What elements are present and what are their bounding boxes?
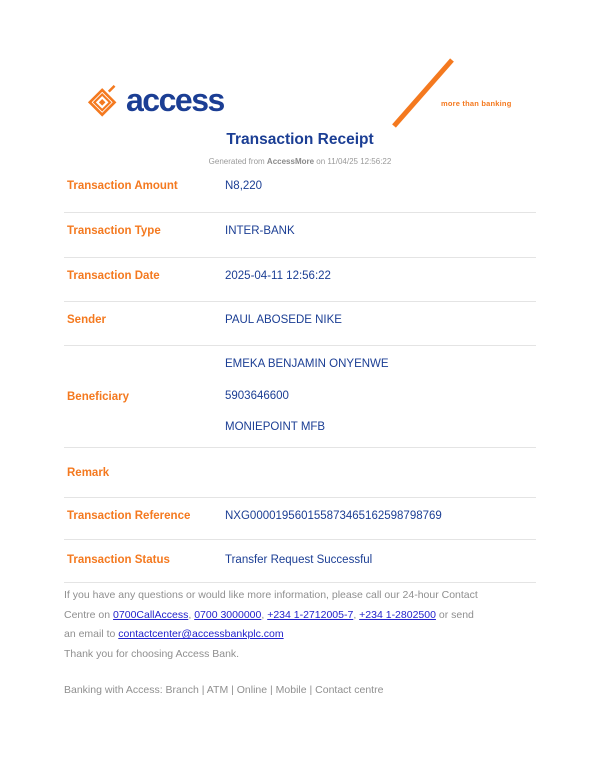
- row-value: [225, 349, 536, 444]
- row-label: Transaction Amount: [67, 180, 178, 192]
- receipt-details-table: [64, 172, 536, 583]
- row-value: Transfer Request Successful: [225, 553, 373, 566]
- row-value: N8,220: [225, 180, 263, 192]
- brand-wordmark: access: [126, 81, 224, 118]
- separator: ,: [353, 608, 357, 621]
- row-transaction-date: [64, 258, 536, 302]
- row-sender: [64, 302, 536, 346]
- row-label: Sender: [67, 313, 106, 326]
- beneficiary-bank: MONIEPOINT MFB: [225, 421, 326, 434]
- separator: ,: [261, 608, 265, 621]
- row-transaction-type: [64, 213, 536, 258]
- row-value: 2025-04-11 12:56:22: [225, 269, 331, 282]
- brand-tagline: more than banking: [441, 99, 512, 108]
- row-transaction-reference: [64, 498, 536, 540]
- row-label: Remark: [67, 466, 110, 479]
- row-label: Transaction Reference: [67, 509, 191, 522]
- phone-link-0700-3000000[interactable]: 0700 3000000: [194, 608, 262, 621]
- row-beneficiary: [64, 346, 536, 448]
- row-label: Beneficiary: [67, 390, 130, 403]
- generated-app-name: AccessMore: [266, 157, 315, 166]
- contact-text-email-prefix: an email to: [64, 628, 116, 640]
- row-transaction-status: [64, 540, 536, 583]
- contact-text-line1: If you have any questions or would like more information, please call our 24-hour Contact: [64, 589, 478, 601]
- row-label: Transaction Date: [67, 269, 160, 282]
- phone-link-234-1-2712005-7[interactable]: +234 1-2712005-7: [267, 608, 354, 621]
- footer: [64, 583, 536, 701]
- access-diamond-icon: [88, 85, 118, 118]
- beneficiary-account-number: 5903646600: [225, 389, 289, 402]
- brand-slash-icon: [391, 58, 455, 133]
- row-remark: [64, 448, 536, 498]
- phone-link-0700callaccess[interactable]: 0700CallAccess: [113, 608, 189, 621]
- contact-info-paragraph: [64, 583, 536, 645]
- phone-link-234-1-2802500[interactable]: +234 1-2802500: [359, 608, 436, 621]
- generated-info: [0, 157, 600, 166]
- page-title: Transaction Receipt: [226, 131, 374, 148]
- row-transaction-amount: [64, 172, 536, 213]
- generated-timestamp: on 11/04/25 12:56:22: [316, 157, 392, 166]
- row-value: PAUL ABOSEDE NIKE: [225, 313, 342, 326]
- row-value: NXG000019560155873465162598798769: [225, 509, 442, 522]
- contact-text-line2-prefix: Centre on: [64, 608, 111, 621]
- thank-you-text: Thank you for choosing Access Bank.: [64, 647, 240, 660]
- row-value: INTER-BANK: [225, 224, 295, 237]
- separator: ,: [188, 608, 192, 621]
- beneficiary-name: EMEKA BENJAMIN ONYENWE: [225, 358, 389, 371]
- generated-prefix: Generated from: [208, 157, 265, 166]
- row-label: Transaction Status: [67, 553, 170, 566]
- contact-text-or-send: or send: [438, 608, 474, 621]
- email-link[interactable]: contactcenter@accessbankplc.com: [118, 628, 284, 640]
- access-bank-logo: [88, 81, 224, 118]
- banking-channels-text: Banking with Access: Branch | ATM | Online | Mobile | Contact centre: [64, 684, 384, 696]
- row-label: Transaction Type: [67, 224, 161, 237]
